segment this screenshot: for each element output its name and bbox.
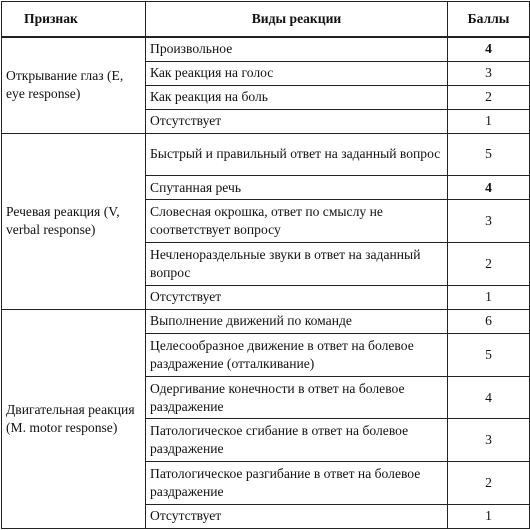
score-cell: 3 bbox=[448, 419, 530, 462]
score-cell: 2 bbox=[448, 462, 530, 505]
score-cell: 2 bbox=[448, 243, 530, 286]
score-cell: 4 bbox=[448, 37, 530, 61]
reaction-cell: Целесообразное движение в ответ на болевое раздражение (отталкивание) bbox=[146, 333, 448, 376]
header-reaction: Виды реакции bbox=[146, 2, 448, 38]
reaction-cell: Отсутствует bbox=[146, 504, 448, 528]
sign-cell: Открывание глаз (E, eye response) bbox=[2, 37, 146, 133]
glasgow-coma-scale-table bbox=[1, 1, 530, 529]
sign-cell: Речевая реакция (V, verbal response) bbox=[2, 133, 146, 309]
reaction-cell: Выполнение движений по команде bbox=[146, 309, 448, 333]
score-cell: 4 bbox=[448, 376, 530, 419]
reaction-cell: Словесная окрошка, ответ по смыслу не соответствует вопросу bbox=[146, 200, 448, 243]
reaction-cell: Нечленораздельные звуки в ответ на заданный вопрос bbox=[146, 243, 448, 286]
table-body bbox=[2, 37, 530, 529]
reaction-cell: Быстрый и правильный ответ на заданный вопрос bbox=[146, 133, 448, 176]
header-sign: Признак bbox=[2, 2, 146, 38]
reaction-cell: Патологическое сгибание в ответ на болевое раздражение bbox=[146, 419, 448, 462]
score-cell: 1 bbox=[448, 504, 530, 528]
reaction-cell: Одергивание конечности в ответ на болевое раздражение bbox=[146, 376, 448, 419]
reaction-cell: Отсутствует bbox=[146, 285, 448, 309]
reaction-cell: Отсутствует bbox=[146, 109, 448, 133]
score-cell: 5 bbox=[448, 133, 530, 176]
reaction-cell: Патологическое разгибание в ответ на болевое раздражение bbox=[146, 462, 448, 505]
score-cell: 3 bbox=[448, 200, 530, 243]
table-row bbox=[2, 309, 530, 333]
score-cell: 6 bbox=[448, 309, 530, 333]
score-cell: 2 bbox=[448, 85, 530, 109]
table-header-row bbox=[2, 2, 530, 38]
reaction-cell: Спутанная речь bbox=[146, 176, 448, 200]
score-cell: 1 bbox=[448, 285, 530, 309]
sign-cell: Двигательная реакция (M. motor response) bbox=[2, 309, 146, 528]
header-score: Баллы bbox=[448, 2, 530, 38]
score-cell: 5 bbox=[448, 333, 530, 376]
reaction-cell: Как реакция на боль bbox=[146, 85, 448, 109]
reaction-cell: Как реакция на голос bbox=[146, 61, 448, 85]
score-cell: 1 bbox=[448, 109, 530, 133]
table-row bbox=[2, 37, 530, 61]
reaction-cell: Произвольное bbox=[146, 37, 448, 61]
score-cell: 4 bbox=[448, 176, 530, 200]
table-row bbox=[2, 133, 530, 176]
score-cell: 3 bbox=[448, 61, 530, 85]
